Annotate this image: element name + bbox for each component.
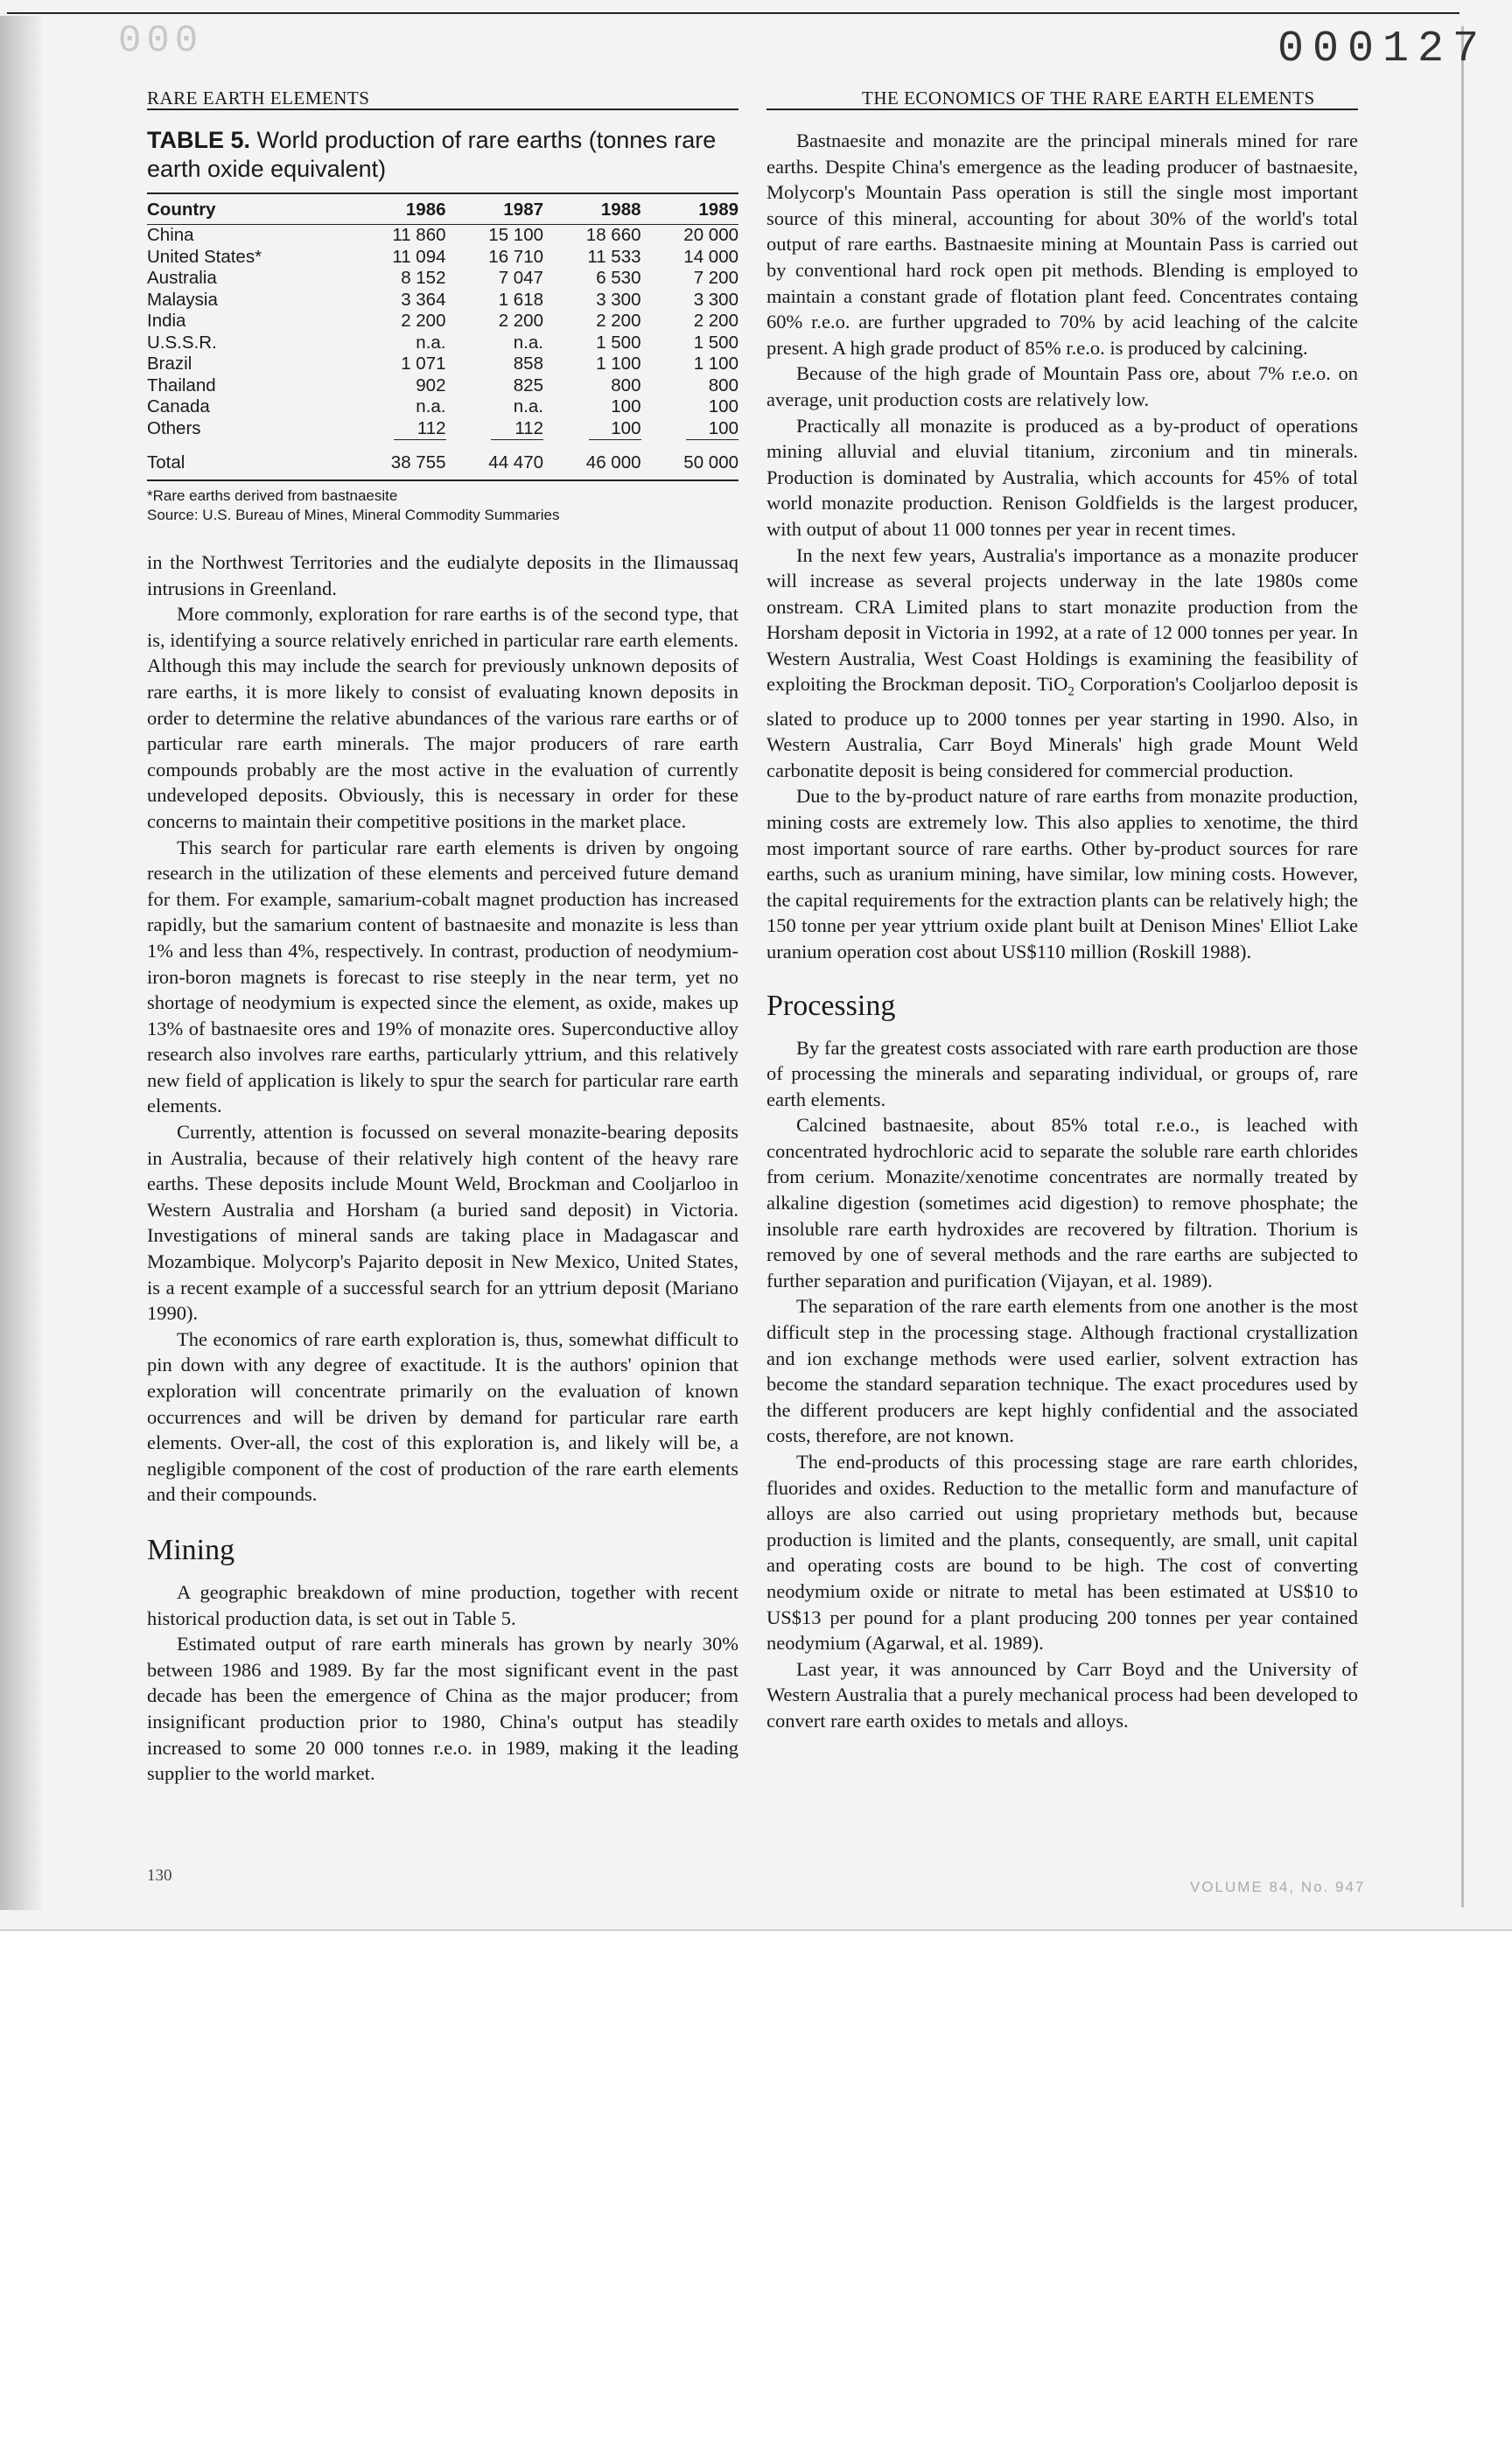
table-row [147,354,738,375]
cell: 50 000 [641,440,739,480]
cell-value: 112 [491,418,543,441]
cell [446,418,544,441]
paragraph: More commonly, exploration for rare earths is of the second type, that is, identifying a source relatively enriched in particular rare earth elements. Although this may include the search for previously unknown deposits of rare earths, it is more likely to consist of evaluating known deposits in order to determine the relative abundances of the various rare earths or of particular rare earth minerals. The major producers of rare earth compounds probably are the most active in the evaluation of currently undeveloped deposits. Obviously, this is necessary in order for these concerns to maintain their competitive positions in the market place. [147,603,738,832]
cell: U.S.S.R. [147,332,217,353]
cell: 3 364 [401,289,446,310]
paragraph: This search for particular rare earth elements is driven by ongoing research in the utilization of these elements and perceived future demand for them. For example, samarium-cobalt magnet production has increased rapidly, but the samarium content of bastnaesite and monazite is less than 1% and less than 4%, respectively. In contrast, production of neodymium-iron-boron magnets is forecast to rise steeply in the near term, yet no shortage of neodymium is expected since the element, as oxide, makes up 13% of bastnaesite ores and 19% of monazite ores. Superconductive alloy research also involves rare earths, particularly yttrium, and this relatively new field of application is likely to spur the search for particular rare earth elements. [147,836,738,1117]
cell: 858 [513,354,543,374]
cell: 800 [611,374,641,396]
cell: 2 200 [401,311,446,331]
cell: 1 100 [596,354,641,374]
cell: 38 755 [348,440,446,480]
cell: Australia [147,268,217,288]
left-column [147,550,738,1787]
page-code: 000127 [1278,24,1488,74]
cell: 1 500 [596,332,641,353]
cell-value: 100 [686,418,738,441]
cell: 11 860 [392,225,446,245]
production-table-block [147,126,738,525]
cell: n.a. [513,396,543,416]
cell: 1 071 [401,354,446,374]
running-head-right: THE ECONOMICS OF THE RARE EARTH ELEMENTS [862,88,1315,108]
cell: n.a. [416,396,446,416]
cell: Canada [147,396,210,416]
paragraph: By far the greatest costs associated with rare earth production are those of processing the minerals and separating individual, or groups of, rare earth elements. [766,1036,1358,1110]
table-source: Source: U.S. Bureau of Mines, Mineral Commodity Summaries [147,506,560,523]
table-footnote: *Rare earths derived from bastnaesite [147,486,398,504]
paragraph: The end-products of this processing stage are rare earth chlorides, fluorides and oxides. Reduction to the metallic form and manufacture of alloys are also carried out using proprietary methods but, because production is limited and the plants, consequently, are small, unit capital and operating costs are bound to be high. The cost of converting neodymium oxide or nitrate to metal has been estimated at US$10 to US$13 per pound for a plant producing 200 tonnes per year contained neodymium (Agarwal, et al. 1989). [766,1451,1358,1655]
cell: 16 710 [488,246,543,267]
paragraph: A geographic breakdown of mine production, together with recent historical production data, is set out in Table 5. [147,1580,738,1629]
subscript: 2 [1068,684,1074,699]
cell: 825 [513,374,543,396]
table-row [147,418,738,441]
cell: 100 [708,396,738,416]
cell: 15 100 [488,225,543,245]
binding-shadow [0,16,42,1910]
cell: 20 000 [683,225,738,245]
paragraph: Practically all monazite is produced as a by-product of operations mining alluvial and eluvial titanium, zirconium and tin minerals. Production is dominated by Australia, which accounts for 45% of total world monazite production. Renison Goldfields is the largest producer, with output of about 11 000 tonnes per year in recent times. [766,414,1358,540]
cell: China [147,225,194,245]
table-row [147,247,738,269]
paragraph: Currently, attention is focussed on several monazite-bearing deposits in Australia, because of their relatively high content of the heavy rare earths. These deposits include Mount Weld, Brockman and Cooljarloo in Western Australia and Horsham (a buried sand deposit) in Victoria. Investigations of mineral sands are taking place in Madagascar and Mozambique. Molycorp's Pajarito deposit in New Mexico, United States, is a recent example of a successful search for an yttrium deposit (Mariano 1990). [147,1121,738,1325]
cell [543,418,641,441]
text-run: Corporation's Cooljarloo deposit is slated to produce up to 2000 tonnes per year starting in 1990. Also, in Western Australia, Carr Boyd Minerals' high grade Mount Weld carbonatite deposit is being considered for commercial production. [766,673,1358,781]
cell: 11 094 [392,246,446,267]
paragraph: in the Northwest Territories and the eudialyte deposits in the Ilimaussaq intrusions in Greenland. [147,551,738,599]
paragraph [766,542,1358,784]
table-row [147,225,738,247]
cell: Brazil [147,354,192,374]
cell: 100 [611,396,641,416]
production-table [147,192,738,481]
table-row [147,396,738,418]
table-row [147,332,738,354]
paragraph: Estimated output of rare earth minerals has grown by nearly 30% between 1986 and 1989. By far the most significant event in the past decade has been the emergence of China as the major producer; from insignificant production prior to 1980, China's output has steadily increased to some 20 000 tonnes r.e.o. in 1989, making it the leading supplier to the world market. [147,1633,738,1785]
cell: 2 200 [596,311,641,331]
table-header-row [147,193,738,225]
col-header: Country [147,193,348,225]
table-label: TABLE 5. [147,127,251,153]
cell: Thailand [147,374,216,396]
paragraph: Bastnaesite and monazite are the principal minerals mined for rare earths. Despite China's emergence as the leading producer of bastnaesite, Molycorp's Mountain Pass operation is still the single most important source of this mineral, accounting for about 30% of the world's total output of rare earths. Bastnaesite mining at Mountain Pass is carried out by conventional hard rock open pit methods. Blending is employed to maintain a constant grade of flotation plant feed. Concentrates containg 60% r.e.o. are further upgraded to 70% by acid leaching of the calcite present. A high grade product of 85% r.e.o. is produced by calcining. [766,130,1358,359]
paragraph: Calcined bastnaesite, about 85% total r.e.o., is leached with concentrated hydrochloric acid to separate the soluble rare earth chlorides from cerium. Monazite/xenotime concentrates are normally treated by alkaline digestion (sometimes acid digestion) to remove phosphate; the insoluble rare earth hydroxides are recovered by filtration. Thorium is removed by one of several methods and the rare earths are subjected to further separation and purification (Vijayan, et al. 1989). [766,1114,1358,1292]
section-heading-mining: Mining [147,1533,235,1566]
running-head-left: RARE EARTH ELEMENTS [147,88,370,108]
volume-label: VOLUME 84, No. 947 [1190,1879,1366,1895]
cell: 7 200 [693,268,738,288]
table-row [147,268,738,290]
cell: 1 618 [498,289,543,310]
paragraph: Because of the high grade of Mountain Pass ore, about 7% r.e.o. on average, unit production costs are relatively low. [766,362,1358,410]
cell: India [147,311,186,331]
cell-value: 100 [589,418,641,441]
cell: 902 [416,374,446,396]
cell: 18 660 [585,225,641,245]
cell: 46 000 [543,440,641,480]
col-header: 1989 [641,193,739,225]
cell: 7 047 [498,268,543,288]
cell: United States* [147,246,262,267]
cell: 2 200 [693,311,738,331]
header-rule-left [147,108,738,110]
text-run: In the next few years, Australia's importance as a monazite producer will increase as several projects underway in the late 1980s come onstream. CRA Limited plans to start monazite production from the Horsham deposit in Victoria in 1992, at a rate of 12 000 tonnes per year. In Western Australia, West Coast Holdings is examining the feasibility of exploiting the Brockman deposit. TiO [766,543,1358,696]
faded-page-mark: 000 [118,19,204,63]
cell: 6 530 [596,268,641,288]
table-title-text: World production of rare earths (tonnes rare earth oxide equivalent) [147,127,717,182]
col-header: 1986 [348,193,446,225]
table-row [147,290,738,312]
paragraph: The economics of rare earth exploration is, thus, somewhat difficult to pin down with any degree of exactitude. It is the authors' opinion that exploration will concentrate primarily on the evaluation of known occurrences and will be driven by demand for particular rare earth elements. Over-all, the cost of this exploration is, and likely will be, a negligible component of the cost of production of the rare earth elements and their compounds. [147,1327,738,1506]
table-title [147,126,738,184]
cell [641,418,739,441]
cell: Malaysia [147,289,218,310]
top-edge-line [7,12,1460,14]
table-total-row [147,440,738,480]
cell: n.a. [416,332,446,353]
cell: 3 300 [596,289,641,310]
section-heading-processing: Processing [766,989,896,1022]
table-row [147,311,738,332]
cell: n.a. [513,332,543,353]
cell: 14 000 [683,246,738,267]
cell: 1 100 [693,354,738,374]
col-header: 1987 [446,193,544,225]
cell-value: 112 [394,418,446,441]
right-edge-line [1461,26,1464,1908]
cell: 2 200 [498,311,543,331]
cell: Others [147,418,201,438]
right-column [766,128,1358,1734]
table-row [147,375,738,397]
cell: 800 [708,374,738,396]
paragraph: The separation of the rare earth elements from one another is the most difficult step in the processing stage. Although fractional crystallization and ion exchange methods were used earlier, solvent extraction has become the standard separation technique. The exact procedures used by the different producers are kept highly confidential and the associated costs, therefore, are not known. [766,1295,1358,1447]
paragraph: Due to the by-product nature of rare earths from monazite production, mining costs are extremely low. This also applies to xenotime, the third most important source of rare earths. Other by-product sources for rare earths, such as uranium mining, have similar, low mining costs. However, the capital requirements for the extraction plants can be relatively high; the 150 tonne per year yttrium oxide plant built at Denison Mines' Elliot Lake uranium operation cost about US$110 million (Roskill 1988). [766,785,1358,962]
cell: 8 152 [401,268,446,288]
col-header: 1988 [543,193,641,225]
cell: 11 533 [587,246,641,267]
page-number: 130 [147,1866,172,1885]
cell: Total [147,440,348,480]
cell [348,418,446,441]
cell: 3 300 [693,289,738,310]
cell: 1 500 [693,332,738,353]
header-rule-right [766,108,1358,110]
paragraph: Last year, it was announced by Carr Boyd and the University of Western Australia that a purely mechanical process had been developed to convert rare earth oxides to metals and alloys. [766,1657,1358,1732]
cell: 44 470 [446,440,544,480]
